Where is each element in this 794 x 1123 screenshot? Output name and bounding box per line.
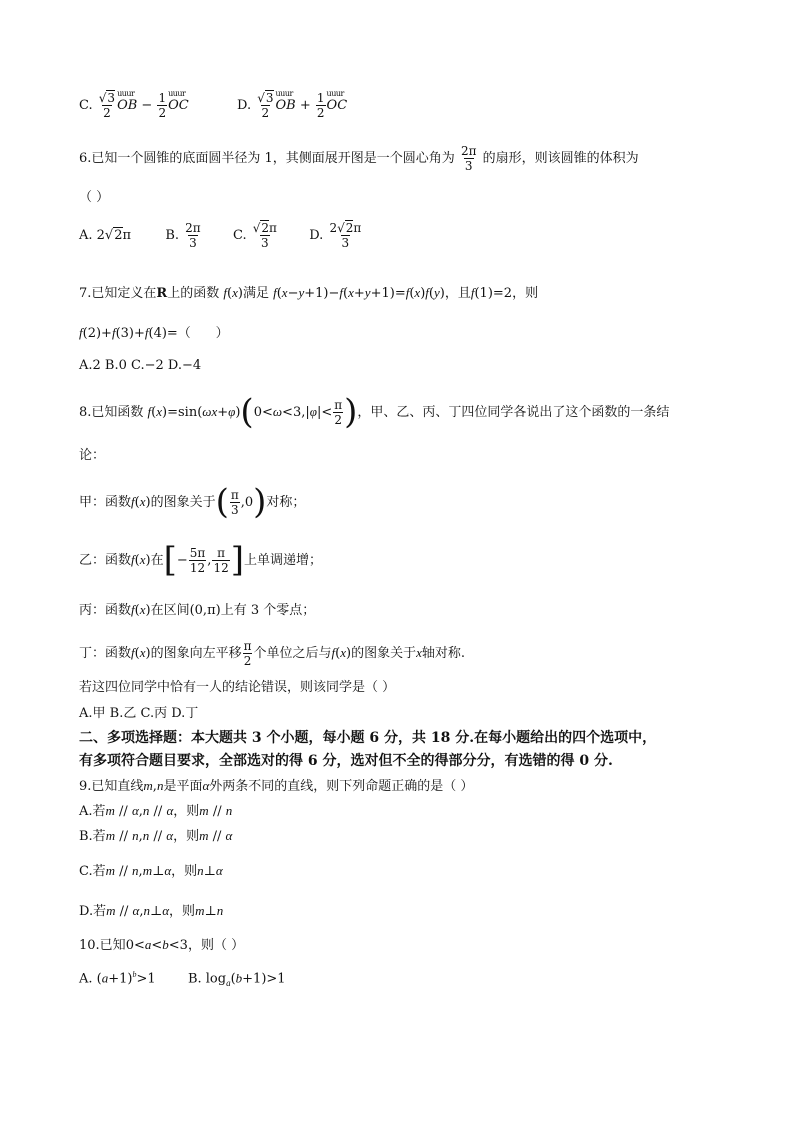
fraction: $\frac{\pi}{12}$ [213, 545, 229, 575]
fraction-2pi-over-3: $\frac{2\pi}{3}$ [460, 144, 477, 173]
q9-text: ，则 [173, 829, 200, 844]
q9-option-a: A.若m // α,n // α，则m // n [79, 803, 233, 819]
fraction-sqrt3-over-2: $\frac{√3}{2}$ [257, 91, 274, 120]
q8-stem-text: 8.已知函数 [79, 404, 144, 420]
q8-stem: 8.已知函数 f(x)=sin(ωx+φ)(0<ω<3,|φ|< $\frac{\pi}{2}$ )，甲、乙、丙、丁四位同学各说出了这个函数的一条结 [79, 392, 670, 432]
fraction: $\frac{2√2\pi}{3}$ [329, 221, 362, 250]
fraction-pi-over-2: $\frac{\pi}{2}$ [334, 397, 343, 427]
q10-option-b-label: B. [187, 971, 202, 987]
q7-stem-text: 7.已知定义在 [79, 286, 157, 301]
q7-expression: f(2)+f(3)+f(4)=（ ） [79, 325, 229, 341]
q8-text: 的图象向左平移 [150, 646, 242, 661]
q8-text: 甲：函数 [79, 494, 132, 510]
q8-text: 丙：函数 [79, 603, 132, 618]
q8-text: 对称； [266, 494, 306, 510]
q9-option-d: D.若m // α,n⊥α，则m⊥n [79, 903, 224, 919]
q5-option-c-label: C. [79, 98, 93, 113]
q8-statement-ding: 丁：函数f(x)的图象向左平移 $\frac{\pi}{2}$ 个单位之后与f(x)的图象关于x轴对称. [79, 639, 465, 668]
q8-text: 在 [150, 552, 164, 568]
section2-heading-line2: 有多项符合题目要求，全部选对的得 6 分，选对但不全的得部分分，有选错的得 0 分. [79, 753, 613, 769]
q8-text: 个单位之后与 [253, 646, 332, 661]
q9-text: 9.已知直线 [79, 779, 144, 794]
q8-text: 上单调递增； [243, 552, 322, 568]
fraction-1-over-2: $\frac{1}{2}$ [316, 91, 325, 120]
q10-option-a-label: A. [79, 971, 93, 987]
q8-text: 的图象关于 [150, 494, 216, 510]
q6-option-a-label: A. [79, 228, 93, 243]
section2-heading-line1: 二、多项选择题：本大题共 3 个小题，每小题 6 分，共 18 分.在每小题给出的四个选项中， [79, 730, 657, 746]
q9-text: ，则 [171, 864, 198, 879]
q7-stem-text: 上的函数 [167, 286, 220, 301]
fraction: $\frac{2\pi}{3}$ [185, 221, 201, 250]
fraction-pi-over-3: $\frac{\pi}{3}$ [230, 487, 239, 517]
q6-option-c-label: C. [232, 228, 247, 243]
q6-stem-text: 6.已知一个圆锥的底面圆半径为 1，其侧面展开图是一个圆心角为 [79, 151, 455, 166]
q9-stem: 9.已知直线m,n是平面α外两条不同的直线，则下列命题正确的是（ ） [79, 778, 474, 794]
q9-option-label: C.若 [79, 864, 106, 879]
q8-stem-text: ，甲、乙、丙、丁四位同学各说出了这个函数的一条结 [357, 404, 670, 420]
q9-option-b: B.若m // n,n // α，则m // α [79, 828, 233, 844]
q7-stem-text: ，且 [444, 286, 471, 301]
q8-stem-cont: 论： [79, 448, 106, 463]
q9-text: 是平面 [163, 779, 203, 794]
fraction-1-over-2: $\frac{1}{2}$ [158, 91, 167, 120]
q7-options: A.2 B.0 C.−2 D.−4 [79, 358, 202, 373]
q6-paren: （ ） [79, 190, 110, 205]
q8-question: 若这四位同学中恰有一人的结论错误，则该同学是（ ） [79, 680, 396, 695]
q8-text: 轴对称. [421, 646, 465, 661]
q6-stem-text: 的扇形，则该圆锥的体积为 [482, 151, 639, 166]
q9-option-c: C.若m // n,m⊥α，则n⊥α [79, 863, 223, 879]
q10-text: 10.已知 [79, 938, 126, 953]
q8-text: 的图象关于 [351, 646, 417, 661]
fraction-pi-over-2: $\frac{\pi}{2}$ [243, 639, 252, 668]
q5-options: C. $\frac{√3}{2}$ uuur OB − $\frac{1}{2}$ uuur OC D. $\frac{√3}{2}$ uuur OB + $\frac{1}{2}$ uuur OC [79, 92, 347, 119]
q8-statement-yi: 乙：函数f(x)在[− $\frac{5\pi}{12}$ , $\frac{\pi}{12}$ ]上单调递增； [79, 540, 322, 580]
fraction: $\frac{√2\pi}{3}$ [252, 221, 277, 250]
q9-text: ，则 [173, 804, 200, 819]
q8-options: A.甲 B.乙 C.丙 D.丁 [79, 706, 199, 721]
q8-text: 上有 3 个零点； [220, 603, 316, 618]
q8-statement-jia: 甲：函数f(x)的图象关于( $\frac{\pi}{3}$ ,0)对称； [79, 482, 306, 522]
q9-text: ，则 [169, 904, 196, 919]
q6-option-d-label: D. [309, 228, 324, 243]
q9-option-label: A.若 [79, 804, 106, 819]
q8-statement-bing: 丙：函数f(x)在区间(0,π)上有 3 个零点； [79, 602, 316, 618]
fraction-sqrt3-over-2: $\frac{√3}{2}$ [98, 91, 116, 120]
q5-option-d-label: D. [236, 98, 252, 113]
q6-options: A. 2√2π B. $\frac{2\pi}{3}$ C. $\frac{√2\pi}{3}$ D. $\frac{2√2\pi}{3}$ [79, 221, 362, 250]
q7-stem-text: 满足 [242, 286, 269, 301]
q7-stem-text: ，则 [512, 286, 539, 301]
q8-text: 乙：函数 [79, 552, 132, 568]
q7-stem: 7.已知定义在R上的函数 f(x)满足 f(x−y+1)−f(x+y+1)=f(x)f(y)，且f(1)=2，则 [79, 285, 539, 301]
q8-text: 丁：函数 [79, 646, 132, 661]
q8-text: 在区间 [150, 603, 190, 618]
q10-stem: 10.已知0<a<b<3，则（ ） [79, 937, 245, 953]
fraction: $\frac{5\pi}{12}$ [189, 545, 206, 575]
q10-text: ，则（ ） [187, 938, 245, 953]
q10-options: A. $(a+1)^b>1$ B. $\log_a(b+1)>1$ [79, 970, 286, 988]
q9-text: 外两条不同的直线，则下列命题正确的是（ ） [209, 779, 474, 794]
q6-stem [79, 145, 639, 172]
q6-option-b-label: B. [165, 228, 180, 243]
q9-option-label: D.若 [79, 904, 107, 919]
q9-option-label: B.若 [79, 829, 106, 844]
